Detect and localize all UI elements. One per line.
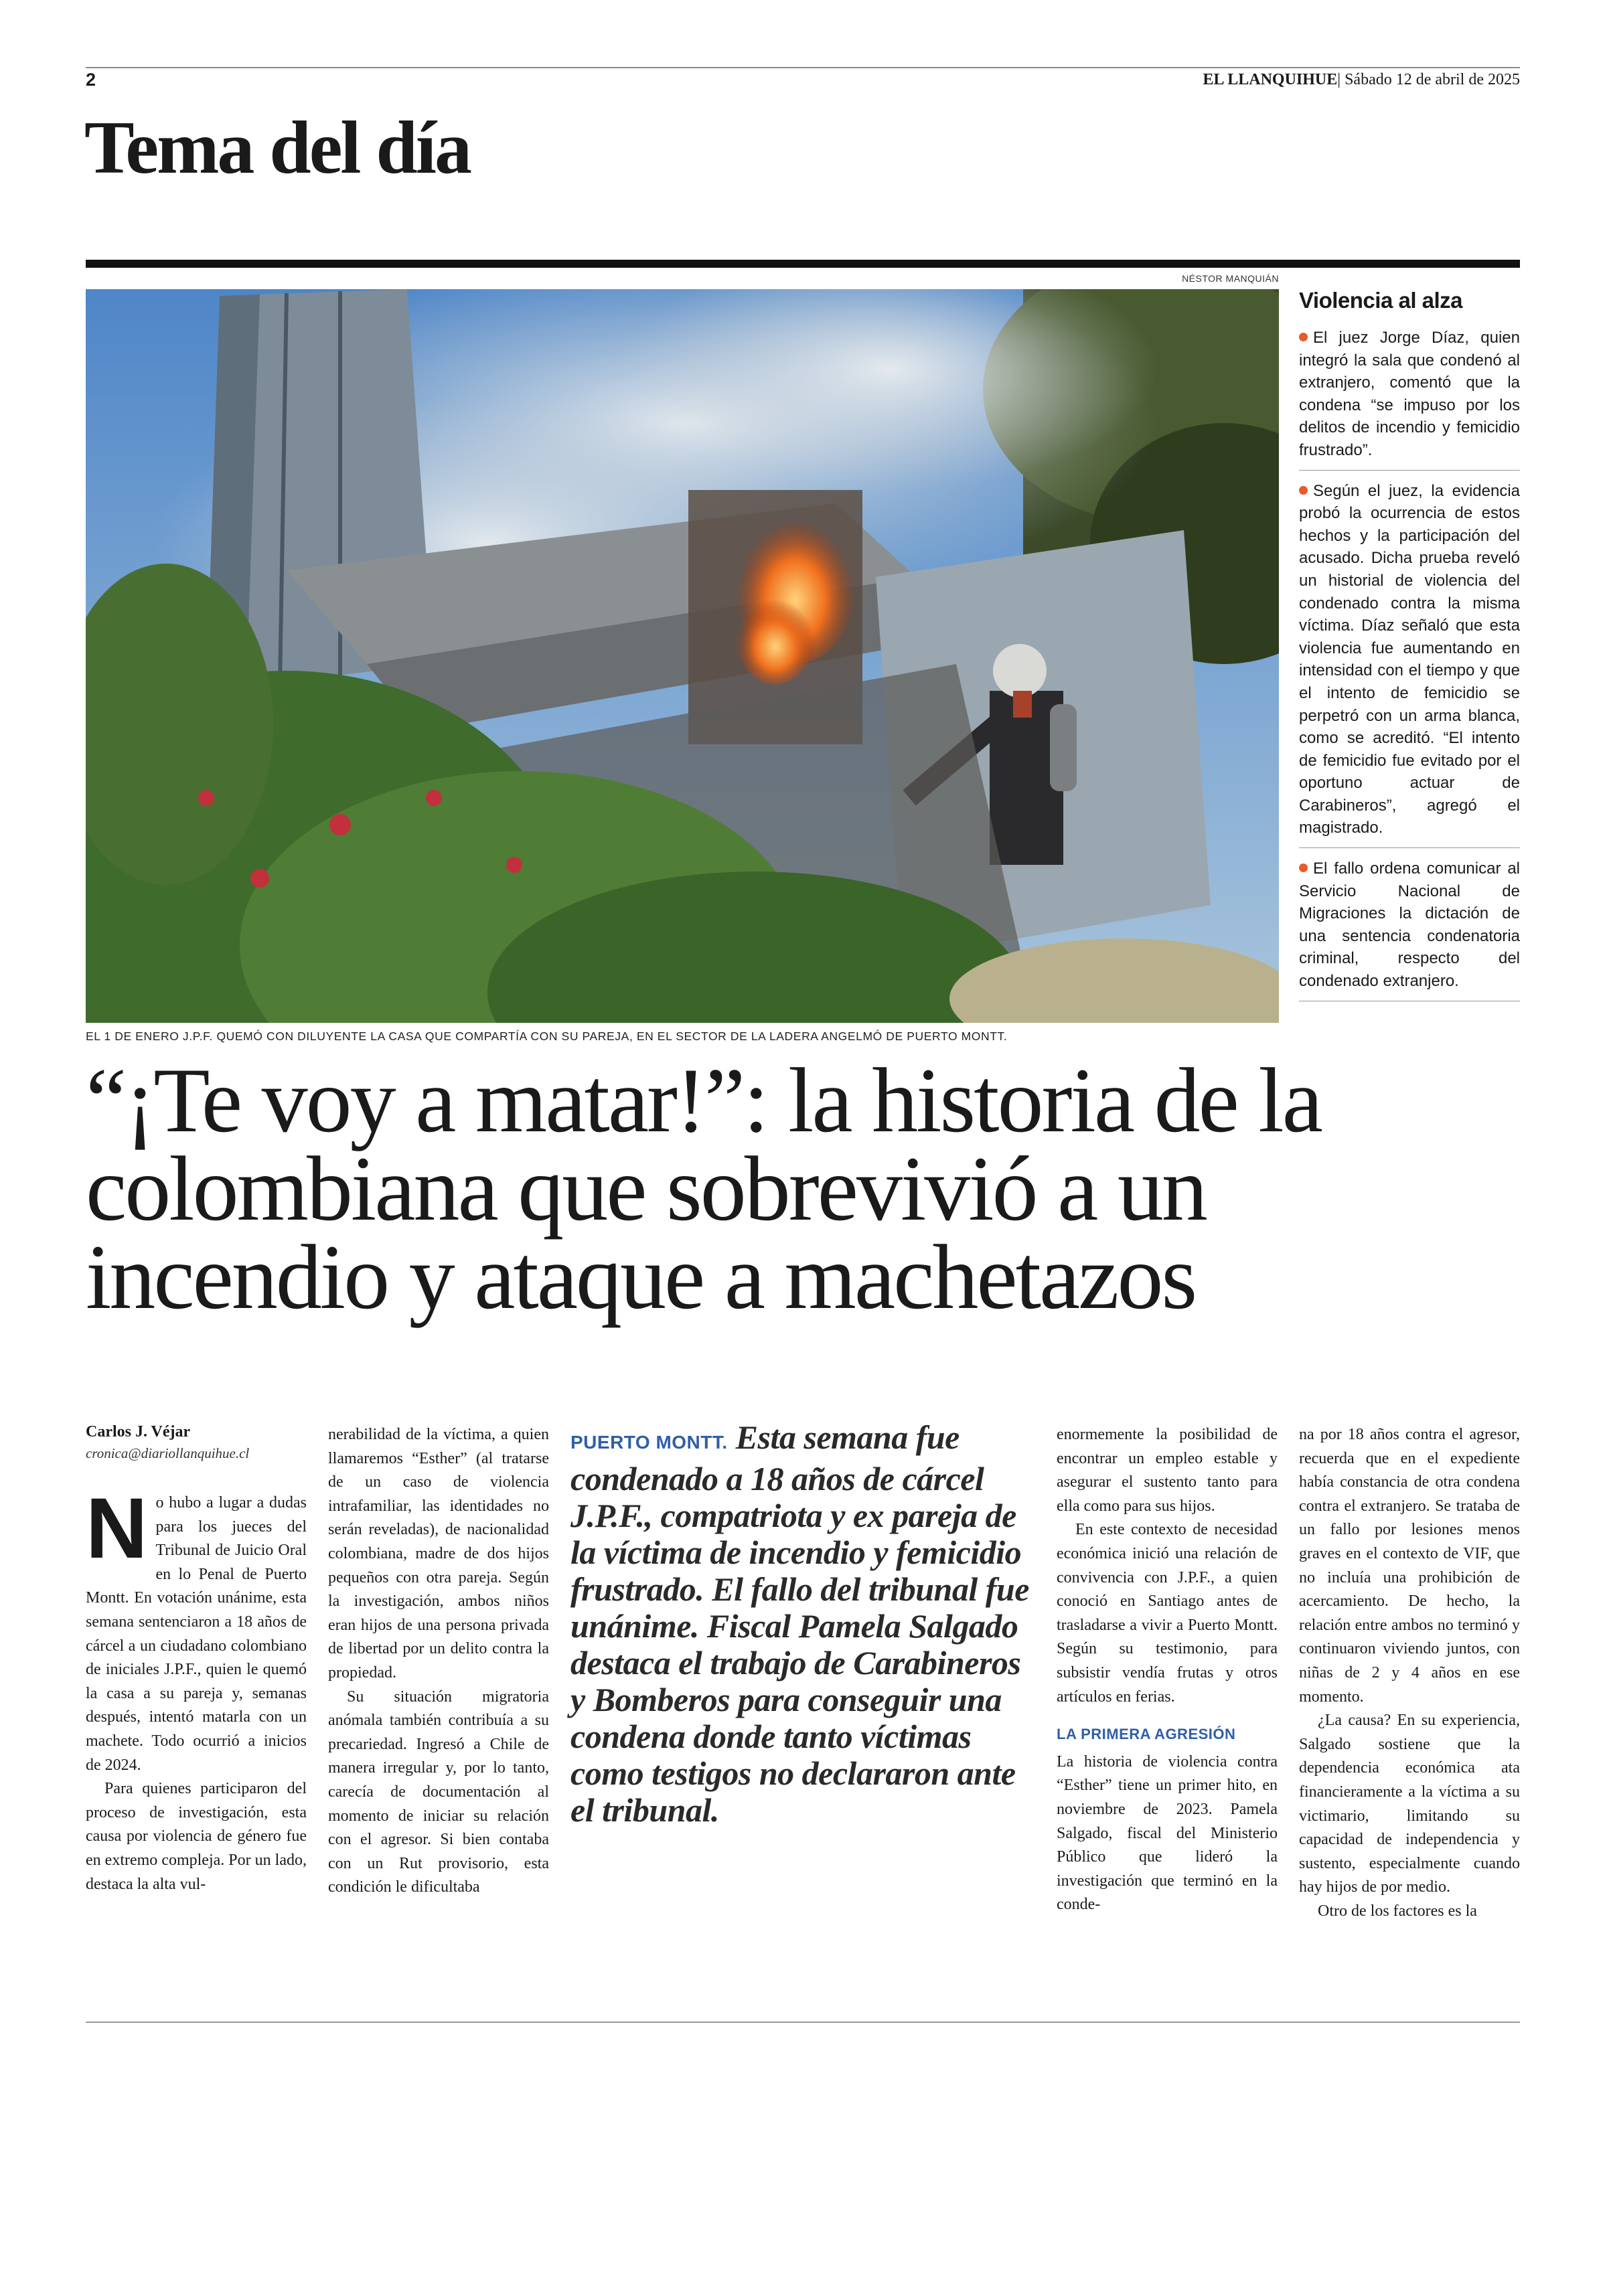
sidebar-item-text: El fallo ordena comunicar al Servicio Nacional de Migraciones la dictación de una sentencia condenatoria criminal, respecto del condenado extranjero. xyxy=(1299,859,1520,991)
article-headline: “¡Te voy a matar!”: la historia de la colombiana que sobrevivió a un incendio y ataque a machetazos xyxy=(86,1049,1321,1328)
paragraph-text: o hubo a lugar a dudas para los jueces del Tribunal de Juicio Oral en lo Penal de Puerto Montt. En votación unánime, esta semana sentenciaron a 18 años de cárcel a un ciudadano colombiano de iniciales J.P.F., quien le quemó la casa a su pareja y, semanas después, intentó matarla con un machete. Todo ocurrió a inicios de 2024. xyxy=(86,1494,307,1774)
section-rule xyxy=(86,260,1520,268)
sidebar-item-text: Según el juez, la evidencia probó la ocurrencia de estos hechos y la participación del acusado. Dicha prueba reveló un historial de violencia del condenado contra la misma víctima. Díaz señaló que esta violencia fue aumentando en intensidad con el tiempo y que el intento de femicidio se perpetró con un arma blanca, como se acreditó. “El intento de femicidio fue evitado por el oportuno actuar de Carabineros”, agregó el magistrado. xyxy=(1299,481,1520,837)
sidebar-item xyxy=(1299,327,1520,471)
lead-text: Esta semana fue condenado a 18 años de cárcel J.P.F., compatriota y ex pareja de la víctima de incendio y femicidio frustrado. El fallo del tribunal fue unánime. Fiscal Pamela Salgado destaca el trabajo de Carabineros y Bomberos para conseguir una condena donde tanto víctimas como testigos no declararon ante el tribunal. xyxy=(570,1418,1029,1829)
article-paragraph: Para quienes participaron del proceso de investigación, esta causa por violencia de género fue en extremo compleja. Por un lado, destaca la alta vul- xyxy=(86,1780,307,1893)
article-paragraph xyxy=(86,1481,307,1777)
sidebar-item xyxy=(1299,857,1520,1001)
article-paragraph: La historia de violencia contra “Esther” tiene un primer hito, en noviembre de 2023. Pamela Salgado, fiscal del Ministerio Público que lideró la investigación que terminó en la conde- xyxy=(1057,1752,1278,1914)
author-name: Carlos J. Véjar xyxy=(86,1423,191,1441)
article-lead xyxy=(570,1419,1032,1829)
sidebar-box xyxy=(1299,288,1520,1011)
article-column-2 xyxy=(328,1423,549,1900)
photo-credit: NÉSTOR MANQUIÁN xyxy=(1182,273,1279,284)
article-column-4 xyxy=(1057,1423,1278,1917)
author-email: cronica@diariollanquihue.cl xyxy=(86,1445,250,1461)
sidebar-item xyxy=(1299,480,1520,849)
article-subhead: LA PRIMERA AGRESIÓN xyxy=(1057,1726,1236,1743)
article-paragraph: nerabilidad de la víctima, a quien llamaremos “Esther” (al tratarse de un caso de violencia intrafamiliar, las identidades no serán reveladas), de nacionalidad colombiana, madre de dos hijos pequeños con otra pareja. Según la investigación, ambos niños eran hijos de una persona privada de libertad por un delito contra la propiedad. xyxy=(328,1426,549,1682)
publication-name: EL LLANQUIHUE xyxy=(1203,71,1338,88)
byline xyxy=(86,1423,307,1462)
article-paragraph: Su situación migratoria anómala también contribuía a su precariedad. Ingresó a Chile de manera irregular y, por lo tanto, carecía de documentación al momento de iniciar su relación con el agresor. Si bien contaba con un Rut provisorio, esta condición le dificultaba xyxy=(328,1688,549,1896)
article-paragraph: ¿La causa? En su experiencia, Salgado sostiene que la dependencia económica ata financieramente a la víctima a su victimario, limitando su capacidad de independencia y sustento, especialmente cuando hay hijos de por medio. xyxy=(1299,1712,1520,1896)
article-paragraph: Otro de los factores es la xyxy=(1318,1902,1477,1920)
article-paragraph: enormemente la posibilidad de encontrar un empleo estable y asegurar el sustento tanto para ella como para sus hijos. xyxy=(1057,1426,1278,1515)
fire-photo xyxy=(86,289,1279,1023)
lead-dateline: PUERTO MONTT. xyxy=(570,1432,728,1453)
sidebar-item-text: El juez Jorge Díaz, quien integró la sala que condenó al extranjero, comentó que la condena “se impuso por los delitos de incendio y femicidio frustrado”. xyxy=(1299,329,1520,459)
page-number: 2 xyxy=(86,70,96,90)
issue-date: Sábado 12 de abril de 2025 xyxy=(1345,71,1520,88)
masthead xyxy=(1203,71,1520,89)
article-column-1 xyxy=(86,1481,307,1896)
top-rule xyxy=(86,67,1520,68)
masthead-separator: | xyxy=(1337,71,1341,88)
dropcap: N xyxy=(86,1481,148,1576)
bullet-dot-icon xyxy=(1299,486,1308,495)
bullet-dot-icon xyxy=(1299,864,1308,872)
bullet-dot-icon xyxy=(1299,333,1308,341)
bottom-rule xyxy=(86,2022,1520,2023)
section-title: Tema del día xyxy=(84,106,470,189)
sidebar-title: Violencia al alza xyxy=(1299,288,1463,313)
article-paragraph: na por 18 años contra el agresor, recuerda que en el expediente había constancia de otra condena contra el extranjero. Se trataba de un fallo por lesiones menos graves en el contexto de VIF, que no incluía una prohibición de acercamiento. De hecho, la relación entre ambos no terminó y continuaron viviendo juntos, con niñas de 2 y 4 años en ese momento. xyxy=(1299,1426,1520,1706)
photo-caption: EL 1 DE ENERO J.P.F. QUEMÓ CON DILUYENTE LA CASA QUE COMPARTÍA CON SU PAREJA, EN EL SECTOR DE LA LADERA ANGELMÓ DE PUERTO MONTT. xyxy=(86,1030,1008,1043)
article-column-5 xyxy=(1299,1423,1520,1923)
article-paragraph: En este contexto de necesidad económica inició una relación de convivencia con J.P.F., a quien conoció en Santiago antes de trasladarse a vivir a Puerto Montt. Según su testimonio, para subsistir vendía frutas y otros artículos en ferias. xyxy=(1057,1521,1278,1706)
